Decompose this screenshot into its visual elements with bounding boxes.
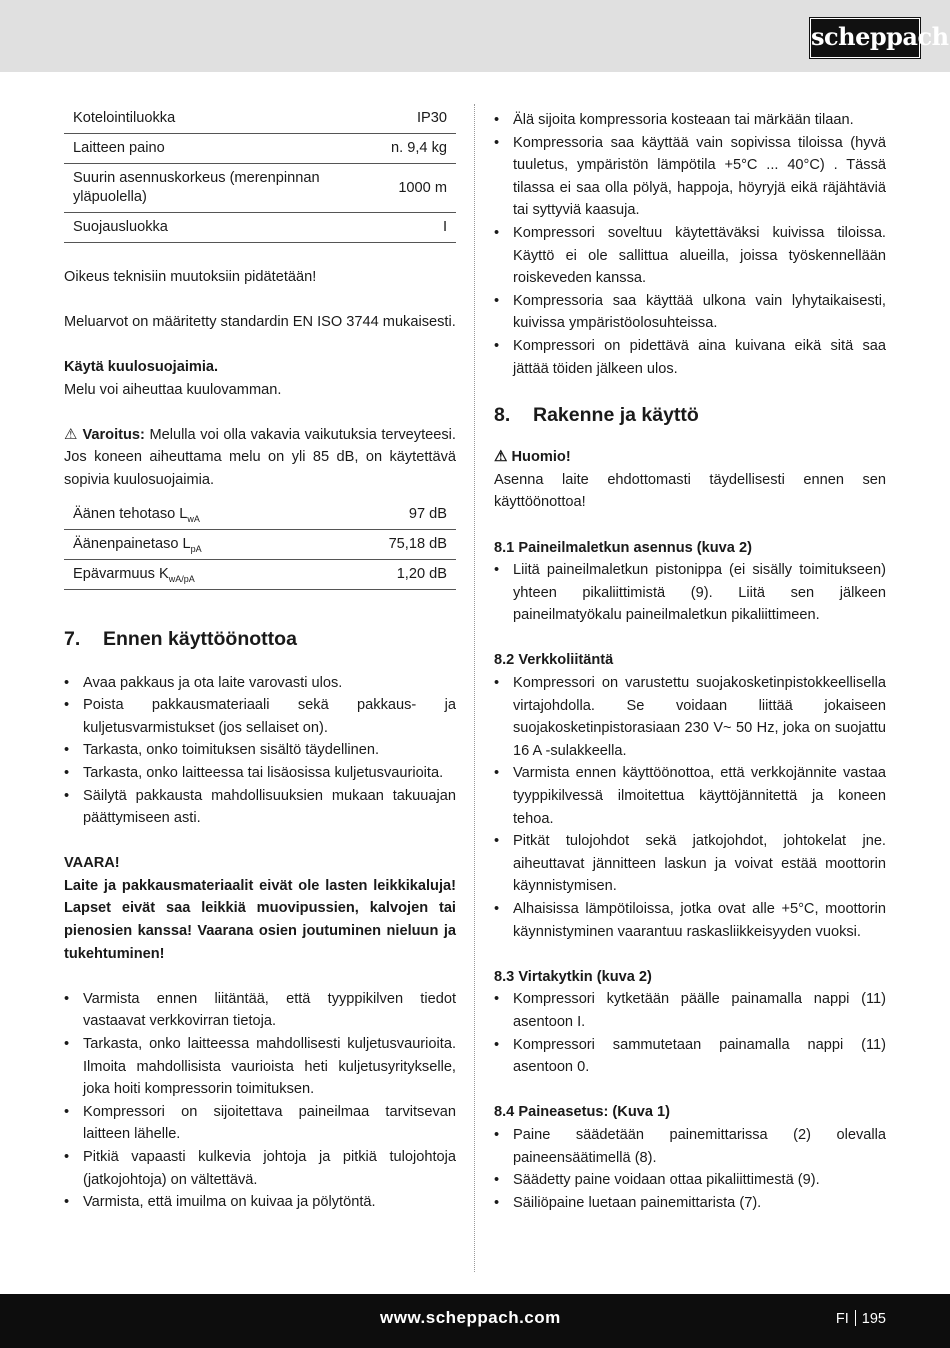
spec-label: Suurin asennuskorkeus (merenpinnan yläpuolella) [64, 164, 342, 213]
section-8-heading [494, 402, 886, 428]
noise-value: 75,18 dB [322, 529, 456, 559]
preparation-checklist [64, 988, 456, 1214]
noise-value: 1,20 dB [322, 559, 456, 589]
subsection-8-1-list [494, 559, 886, 627]
placement-list [494, 109, 886, 380]
right-column [494, 109, 886, 1214]
list-item: • Kompressoria saa käyttää ulkona vain lyhytaikaisesti, kuivissa ympäristöolosuhteissa. [494, 290, 886, 335]
list-item: • Kompressori on sijoitettava paineilmaa tarvitsevan laitteen lähelle. [64, 1101, 456, 1146]
noise-table [64, 500, 456, 590]
subsection-8-3-list [494, 988, 886, 1078]
page-number: 195 [861, 1311, 886, 1327]
list-item: • Kompressoria saa käyttää vain sopivissa tiloissa (hyvä tuuletus, ympäristön lämpötila +5°C ... 40°C) . Tässä tilassa ei saa olla pölyä, happoja, höyryjä eikä räjähtäviä tai syttyviä kaasuja. [494, 132, 886, 222]
page-divider [855, 1310, 856, 1326]
danger-text: Laite ja pakkausmateriaalit eivät ole lasten leikkikaluja! Lapset eivät saa leikkiä muovipussien, kalvojen tai pienosien kanssa! Vaarana osien joutuminen nieluun ja tukehtuminen! [64, 877, 456, 962]
list-item: • Varmista ennen liitäntää, että tyyppikilven tiedot vastaavat verkkovirran tietoja. [64, 988, 456, 1033]
table-row [64, 134, 456, 164]
list-item: • Paine säädetään painemittarissa (2) olevalla paineensäätimellä (8). [494, 1124, 886, 1169]
warning-label: Varoitus: [82, 426, 145, 443]
subsection-8-4-list [494, 1124, 886, 1214]
list-item: • Kompressori kytketään päälle painamalla nappi (11) asentoon I. [494, 988, 886, 1033]
noise-label [64, 500, 322, 530]
spec-value: IP30 [342, 104, 456, 134]
noise-standard-note: Meluarvot on määritetty standardin EN ISO 3744 mukaisesti. [64, 313, 456, 330]
warning-triangle-icon: ⚠ [494, 448, 508, 466]
table-row [64, 104, 456, 134]
table-row [64, 529, 456, 559]
language-code: FI [835, 1311, 849, 1327]
noise-label-sub: wA [187, 513, 200, 524]
spec-table [64, 104, 456, 243]
section-title: Ennen käyttöönottoa [103, 627, 297, 650]
website-link[interactable]: www.scheppach.com [380, 1308, 561, 1327]
table-row [64, 213, 456, 243]
notice-text: Asenna laite ehdottomasti täydellisesti ennen sen käyttöönottoa! [494, 471, 886, 511]
spec-label: Suojausluokka [64, 213, 342, 243]
list-item: • Kompressori sammutetaan painamalla nappi (11) asentoon 0. [494, 1034, 886, 1079]
list-item: • Kompressori on pidettävä aina kuivana eikä sitä saa jättää töiden jälkeen ulos. [494, 335, 886, 380]
warning-paragraph [64, 424, 456, 492]
list-item: • Pitkiä vapaasti kulkevia johtoja ja pitkiä tulojohtoja (jatkojohtoja) on vältettävä. [64, 1146, 456, 1191]
subsection-8-1-title: 8.1 Paineilmaletkun asennus (kuva 2) [494, 539, 752, 556]
hearing-protection-heading: Käytä kuulosuojaimia. [64, 358, 219, 375]
list-item: • Kompressori soveltuu käytettäväksi kuivissa tiloissa. Käyttö ei ole sallittua alueilla, joissa työskennellään roiskeveden kanssa. [494, 222, 886, 290]
page-indicator [836, 1310, 886, 1327]
left-column [64, 104, 456, 1214]
danger-title: VAARA! [64, 855, 120, 872]
list-item: • Tarkasta, onko laitteessa mahdollisesti kuljetusvaurioita. Ilmoita mahdollisista vaurioista heti kuljetusyritykselle, joka hoiti kompressorin toimituksen. [64, 1033, 456, 1101]
spec-value: 1000 m [342, 164, 456, 213]
list-item: • Tarkasta, onko toimituksen sisältö täydellinen. [64, 739, 456, 762]
table-row [64, 559, 456, 589]
subsection-8-4-title: 8.4 Paineasetus: (Kuva 1) [494, 1104, 671, 1121]
spec-value: I [342, 213, 456, 243]
list-item: • Säiliöpaine luetaan painemittarista (7). [494, 1192, 886, 1215]
list-item: • Tarkasta, onko laitteessa tai lisäosissa kuljetusvaurioita. [64, 762, 456, 785]
subsection-8-2-title: 8.2 Verkkoliitäntä [494, 652, 614, 669]
noise-label-text: Äänenpainetaso L [73, 535, 191, 552]
warning-triangle-icon: ⚠ [64, 425, 78, 443]
notice-heading [494, 446, 886, 469]
list-item: • Kompressori on varustettu suojakosketinpistokkeellisella virtajohdolla. Se voidaan liittää jokaiseen suojakosketinpistorasiaan 230 V~ 50 Hz, joka on suojattu 16 A -sulakkeella. [494, 672, 886, 762]
footer-bar [0, 1294, 950, 1348]
noise-label [64, 529, 322, 559]
table-row [64, 164, 456, 213]
spec-label: Laitteen paino [64, 134, 342, 164]
list-item: • Avaa pakkaus ja ota laite varovasti ulos. [64, 672, 456, 695]
column-divider [474, 104, 475, 1272]
subsection-8-2-list [494, 672, 886, 943]
noise-value: 97 dB [322, 500, 456, 530]
spec-value: n. 9,4 kg [342, 134, 456, 164]
list-item: • Poista pakkausmateriaali sekä pakkaus- ja kuljetusvarmistukset (jos sellaiset on). [64, 694, 456, 739]
noise-label-sub: wA/pA [168, 573, 195, 584]
section-7-list [64, 672, 456, 830]
subsection-8-3-title: 8.3 Virtakytkin (kuva 2) [494, 968, 652, 985]
rights-note: Oikeus teknisiin muutoksiin pidätetään! [64, 268, 317, 285]
noise-label [64, 559, 322, 589]
noise-label-text: Äänen tehotaso L [73, 505, 188, 522]
brand-logo: scheppach [810, 18, 920, 58]
warning-text: Melulla voi olla vakavia vaikutuksia terveyteesi. Jos koneen aiheuttama melu on yli 85 dB, on käytettävä sopivia kuulosuojaimia. [64, 426, 456, 488]
table-row [64, 500, 456, 530]
list-item: • Älä sijoita kompressoria kosteaan tai märkään tilaan. [494, 109, 886, 132]
list-item: • Säädetty paine voidaan ottaa pikaliittimestä (9). [494, 1169, 886, 1192]
noise-label-text: Epävarmuus K [73, 565, 169, 582]
list-item: • Alhaisissa lämpötiloissa, jotka ovat alle +5°C, moottorin käynnistyminen vaarantuu raskasliikkeisyyden vuoksi. [494, 898, 886, 943]
header-bar [0, 0, 950, 72]
notice-label: Huomio! [511, 449, 571, 466]
list-item: • Säilytä pakkausta mahdollisuuksien mukaan takuuajan päättymiseen asti. [64, 785, 456, 830]
section-7-heading [64, 626, 456, 652]
section-number: 7. [64, 627, 81, 650]
list-item: • Pitkät tulojohdot sekä jatkojohdot, johtokelat jne. aiheuttavat jännitteen laskun ja voivat estää moottorin käynnistymisen. [494, 830, 886, 898]
list-item: • Varmista, että imuilma on kuivaa ja pölytöntä. [64, 1191, 456, 1214]
hearing-protection-text: Melu voi aiheuttaa kuulovamman. [64, 381, 282, 398]
list-item: • Liitä paineilmaletkun pistonippa (ei sisälly toimitukseen) yhteen pikaliittimistä (9). Liitä sen jälkeen paineilmatyökalu paineilmaletkun pikaliittimeen. [494, 559, 886, 627]
section-number: 8. [494, 404, 511, 427]
section-title: Rakenne ja käyttö [533, 404, 699, 427]
list-item: • Varmista ennen käyttöönottoa, että verkkojännite vastaa tyyppikilvessä ilmoitettua käyttöjännitettä ja koneen tehoa. [494, 762, 886, 830]
spec-label: Kotelointiluokka [64, 104, 342, 134]
noise-label-sub: pA [190, 543, 202, 554]
